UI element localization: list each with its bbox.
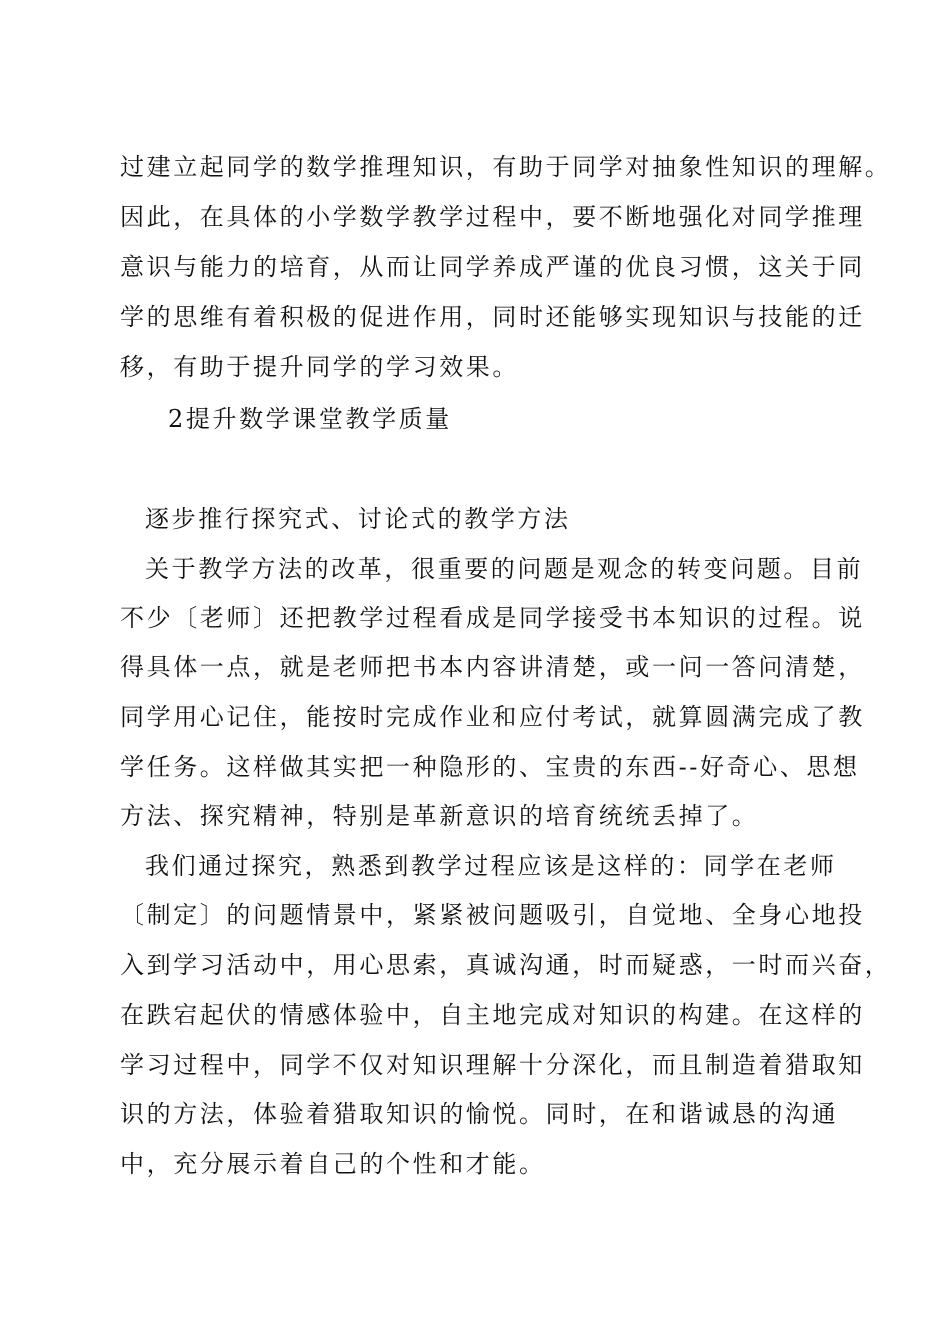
paragraph-1-line-2: 因此，在具体的小学数学教学过程中，要不断地强化对同学推理 <box>120 203 865 231</box>
paragraph-3-line-3: 入到学习活动中，用心思索，真诚沟通，时而疑惑，一时而兴奋， <box>120 951 892 979</box>
paragraph-2-line-3: 得具体一点，就是老师把书本内容讲清楚，或一问一答问清楚， <box>120 653 865 681</box>
paragraph-3-line-7: 中，充分展示着自己的个性和才能。 <box>120 1150 546 1178</box>
paragraph-3-line-1: 我们通过探究，熟悉到教学过程应该是这样的：同学在老师 <box>145 852 837 880</box>
paragraph-2-line-4: 同学用心记住，能按时完成作业和应付考试，就算圆满完成了教 <box>120 703 865 731</box>
paragraph-1-line-1: 过建立起同学的数学推理知识，有助于同学对抽象性知识的理解。 <box>120 153 892 181</box>
paragraph-1-line-5: 移，有助于提升同学的学习效果。 <box>120 353 519 381</box>
paragraph-2-line-1: 关于教学方法的改革，很重要的问题是观念的转变问题。目前 <box>145 555 864 583</box>
paragraph-1-line-4: 学的思维有着积极的促进作用，同时还能够实现知识与技能的迁 <box>120 303 865 331</box>
paragraph-2-line-2: 不少〔老师〕还把教学过程看成是同学接受书本知识的过程。说 <box>120 604 865 632</box>
paragraph-3-line-2: 〔制定〕的问题情景中，紧紧被问题吸引，自觉地、全身心地投 <box>120 901 865 929</box>
section-heading: 2提升数学课堂教学质量 <box>168 405 452 433</box>
subheading: 逐步推行探究式、讨论式的教学方法 <box>145 505 571 533</box>
paragraph-2-line-6: 方法、探究精神，特别是革新意识的培育统统丢掉了。 <box>120 802 759 830</box>
paragraph-3-line-4: 在跌宕起伏的情感体验中，自主地完成对知识的构建。在这样的 <box>120 1001 865 1029</box>
paragraph-1-line-3: 意识与能力的培育，从而让同学养成严谨的优良习惯，这关于同 <box>120 253 865 281</box>
paragraph-2-line-5: 学任务。这样做其实把一种隐形的、宝贵的东西--好奇心、思想 <box>120 753 860 781</box>
paragraph-3-line-6: 识的方法，体验着猎取知识的愉悦。同时，在和谐诚恳的沟通 <box>120 1100 839 1128</box>
paragraph-3-line-5: 学习过程中，同学不仅对知识理解十分深化，而且制造着猎取知 <box>120 1051 865 1079</box>
